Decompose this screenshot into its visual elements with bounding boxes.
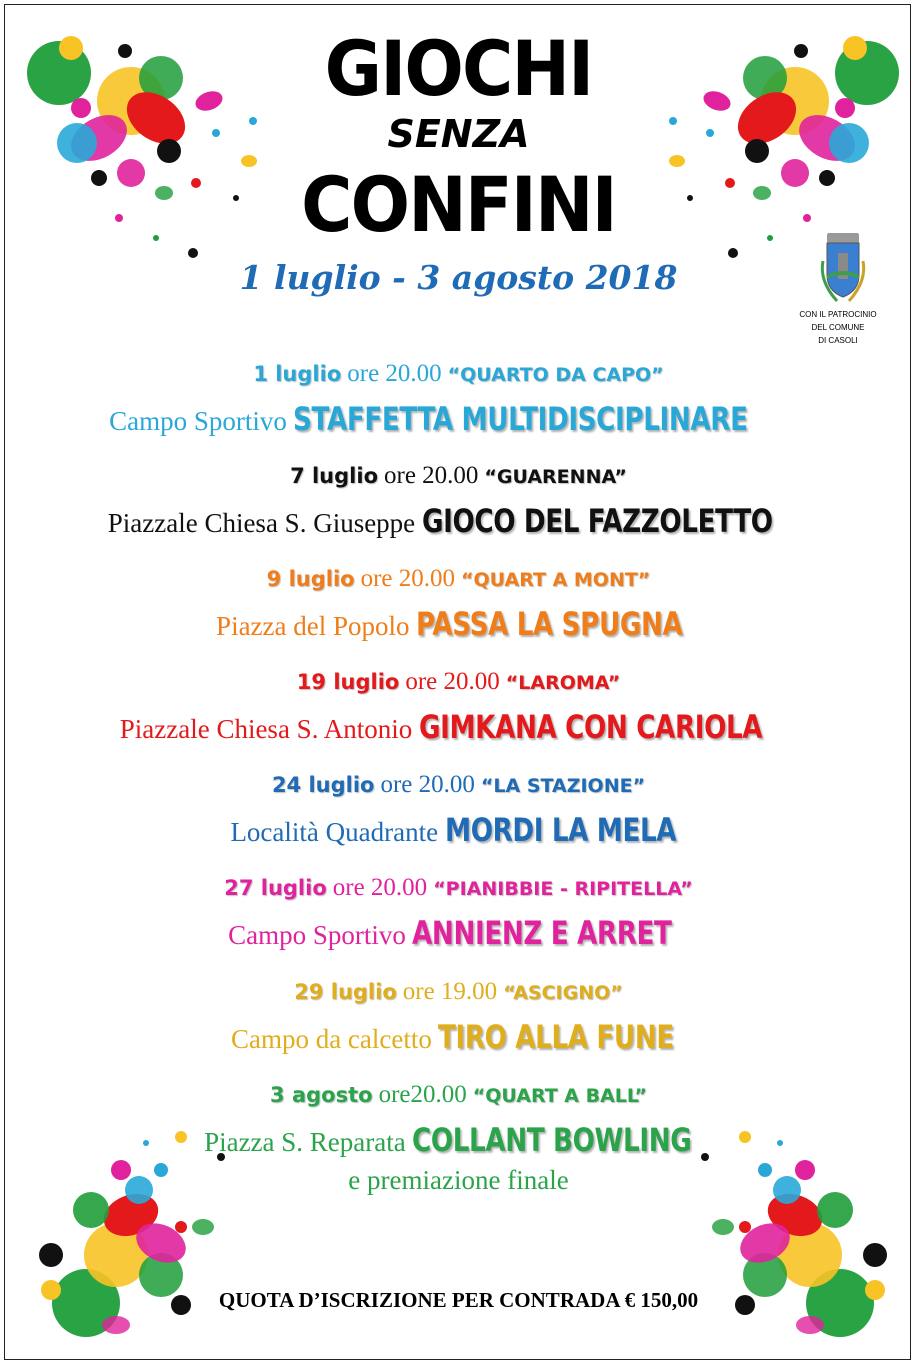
event-time: ore 20.00 <box>405 668 500 695</box>
patronage-line-2: DEL COMUNE <box>811 323 865 332</box>
event-team: “QUARTO DA CAPO” <box>447 364 664 386</box>
event-time: ore 20.00 <box>360 565 456 592</box>
event-team: “PIANIBBIE - RIPITELLA” <box>433 878 693 900</box>
event-details <box>0 1121 917 1159</box>
event-game: GIOCO DEL FAZZOLETTO <box>421 502 773 540</box>
event-header <box>0 462 917 490</box>
event-dates: 1 luglio - 3 agosto 2018 <box>239 258 678 297</box>
event-team: “LA STAZIONE” <box>480 775 646 797</box>
event-game: TIRO ALLA FUNE <box>438 1018 675 1056</box>
event-place: Campo da calcetto <box>230 1024 432 1054</box>
patronage-text <box>788 308 888 347</box>
patronage-line-3: DI CASOLI <box>818 336 858 345</box>
event-header <box>0 978 917 1006</box>
event-date: 9 luglio <box>266 567 355 591</box>
event-team: “LAROMA” <box>505 672 621 694</box>
event-header <box>0 771 917 799</box>
event-team: “QUART A MONT” <box>461 569 651 591</box>
event-game: PASSA LA SPUGNA <box>416 605 683 643</box>
event-place: Piazza S. Reparata <box>204 1127 406 1157</box>
event-place: Località Quadrante <box>230 817 439 847</box>
event-7 <box>0 978 917 1056</box>
event-game: COLLANT BOWLING <box>412 1121 692 1159</box>
event-team: “QUART A BALL” <box>472 1085 647 1107</box>
event-date: 3 agosto <box>270 1083 373 1107</box>
title-giochi: GIOCHI <box>324 24 593 113</box>
event-1 <box>0 360 917 438</box>
event-place: Campo Sportivo <box>228 920 406 950</box>
event-8 <box>0 1081 917 1196</box>
event-team: “GUARENNA” <box>484 466 627 488</box>
event-2 <box>0 462 917 540</box>
event-extra: e premiazione finale <box>348 1165 569 1195</box>
event-header <box>0 874 917 902</box>
patronage-line-1: CON IL PATROCINIO <box>799 310 877 319</box>
event-6 <box>0 874 917 952</box>
event-date: 27 luglio <box>224 876 327 900</box>
event-date: 24 luglio <box>271 773 375 797</box>
event-details <box>0 400 917 438</box>
event-game: GIMKANA CON CARIOLA <box>418 708 762 746</box>
event-header <box>0 565 917 593</box>
event-game: STAFFETTA MULTIDISCIPLINARE <box>293 400 749 438</box>
event-5 <box>0 771 917 849</box>
event-time: ore 20.00 <box>380 771 475 798</box>
event-place: Piazzale Chiesa S. Antonio <box>119 714 413 744</box>
title-confini: CONFINI <box>301 160 616 249</box>
event-team: “ASCIGNO” <box>503 982 623 1004</box>
event-3 <box>0 565 917 643</box>
event-details <box>0 708 917 746</box>
event-game: MORDI LA MELA <box>444 811 676 849</box>
event-date: 7 luglio <box>290 464 378 488</box>
event-time: ore 20.00 <box>347 360 442 387</box>
event-date: 29 luglio <box>294 980 397 1004</box>
event-place: Piazza del Popolo <box>216 611 410 641</box>
event-details <box>0 1018 917 1056</box>
event-details <box>0 502 917 540</box>
event-time: ore 19.00 <box>402 978 498 1005</box>
title-senza: SENZA <box>387 112 530 156</box>
event-details <box>0 811 917 849</box>
registration-fee: QUOTA D’ISCRIZIONE PER CONTRADA € 150,00 <box>218 1288 699 1312</box>
event-place: Piazzale Chiesa S. Giuseppe <box>107 508 416 538</box>
event-header <box>0 360 917 388</box>
event-details <box>0 605 917 643</box>
event-time: ore20.00 <box>378 1081 467 1108</box>
event-4 <box>0 668 917 746</box>
event-header <box>0 668 917 696</box>
event-header <box>0 1081 917 1109</box>
event-details <box>0 914 917 952</box>
event-time: ore 20.00 <box>384 462 479 489</box>
event-date: 19 luglio <box>296 670 400 694</box>
event-date: 1 luglio <box>253 362 342 386</box>
event-game: ANNIENZ E ARRET <box>412 914 672 952</box>
event-place: Campo Sportivo <box>109 406 287 436</box>
event-time: ore 20.00 <box>332 874 428 901</box>
